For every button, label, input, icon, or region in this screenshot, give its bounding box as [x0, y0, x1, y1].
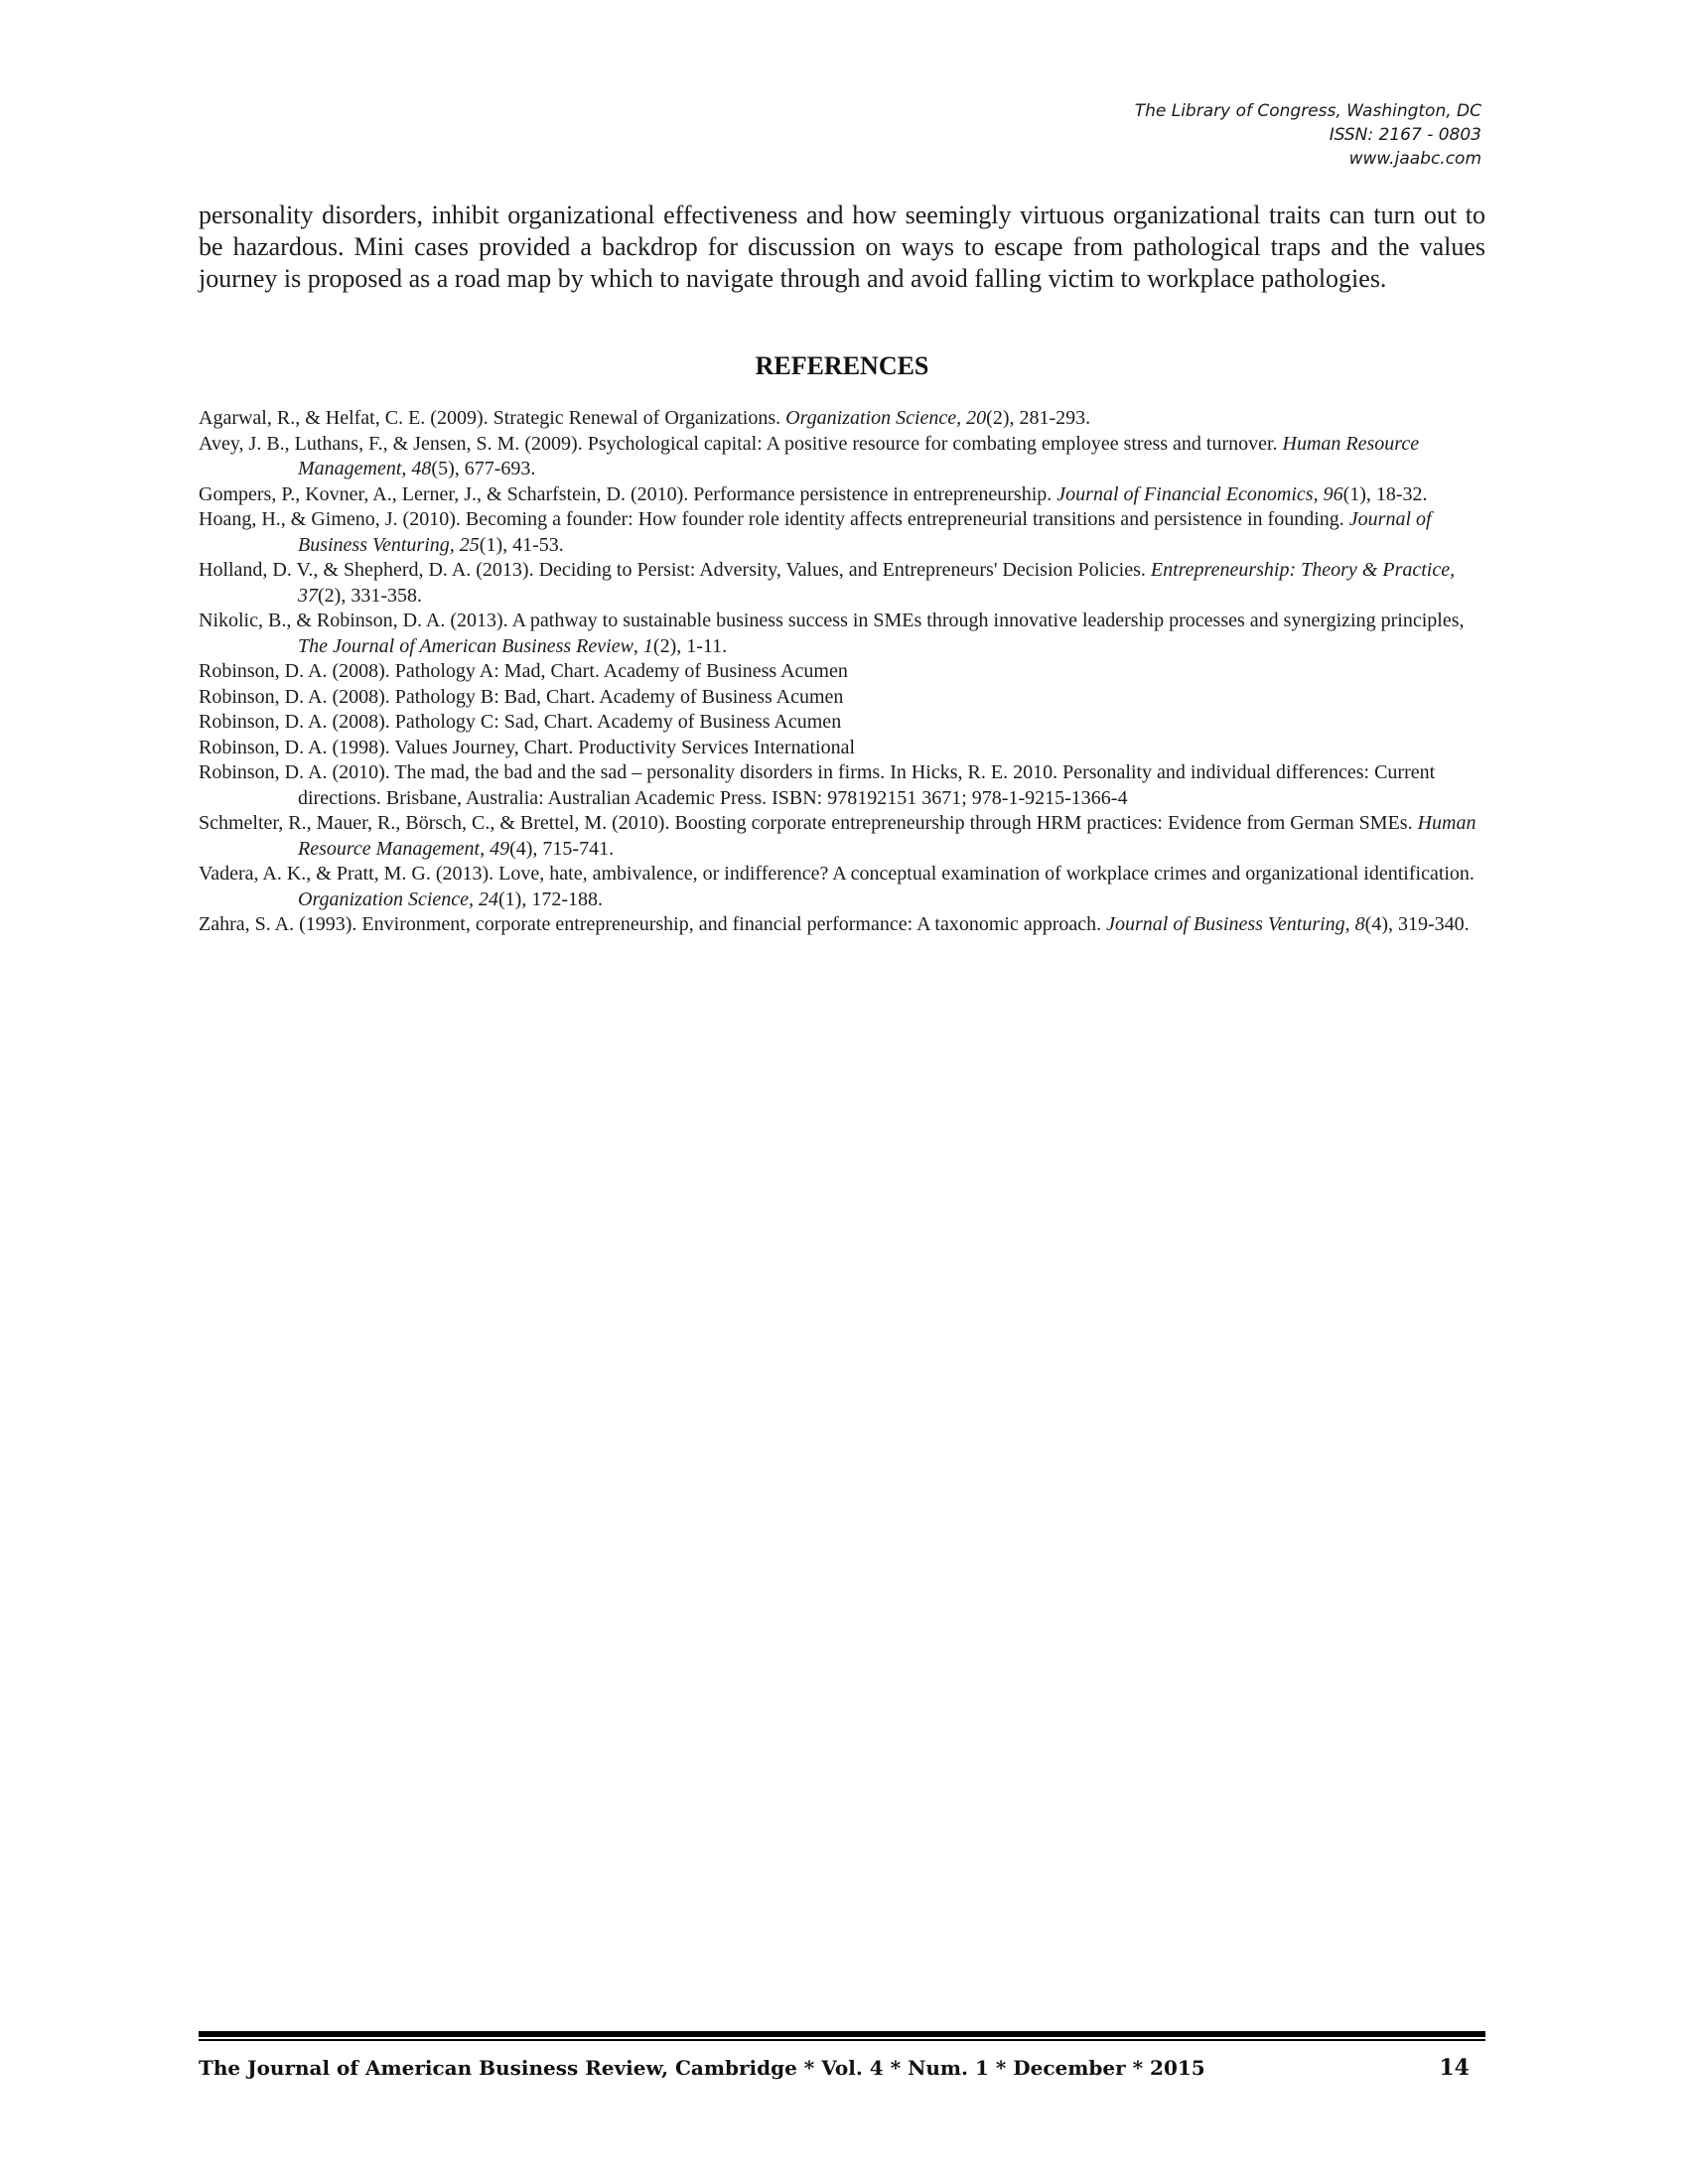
reference-list — [199, 406, 1485, 938]
reference-item: Robinson, D. A. (2008). Pathology C: Sad, Chart. Academy of Business Acumen — [199, 711, 842, 733]
header-website-line: www.jaabc.com — [1348, 149, 1481, 169]
reference-item: Holland, D. V., & Shepherd, D. A. (2013). Deciding to Persist: Adversity, Values, and Entrepreneurs' Decision Policies. Entrepreneurship: Theory & Practice, 37(2), 331-358. — [199, 559, 1456, 607]
footer-rule-thick — [199, 2031, 1485, 2037]
reference-item: Robinson, D. A. (2010). The mad, the bad and the sad – personality disorders in firms. In Hicks, R. E. 2010. Personality and individual differences: Current directions. Brisbane, Australia: Australian Academic Press. ISBN: 978192151 3671; 978-1-9215-1366-4 — [199, 761, 1436, 809]
reference-item: Robinson, D. A. (1998). Values Journey, Chart. Productivity Services International — [199, 736, 856, 758]
reference-item: Agarwal, R., & Helfat, C. E. (2009). Strategic Renewal of Organizations. Organization Science, 20(2), 281-293. — [199, 407, 1091, 429]
reference-item: Robinson, D. A. (2008). Pathology B: Bad, Chart. Academy of Business Acumen — [199, 685, 844, 708]
running-footer — [199, 2054, 1470, 2082]
reference-item: Hoang, H., & Gimeno, J. (2010). Becoming a founder: How founder role identity affects entrepreneurial transitions and persistence in founding. Journal of Business Venturing, 25(1), 41-53. — [199, 508, 1432, 556]
references-heading: REFERENCES — [755, 351, 929, 380]
reference-item: Gompers, P., Kovner, A., Lerner, J., & Scharfstein, D. (2010). Performance persistence in entrepreneurship. Journal of Financial Economics, 96(1), 18-32. — [199, 482, 1428, 505]
footer-journal-citation: The Journal of American Business Review, Cambridge * Vol. 4 * Num. 1 * December * 2015 — [199, 2056, 1205, 2080]
reference-item: Vadera, A. K., & Pratt, M. G. (2013). Love, hate, ambivalence, or indifference? A conceptual examination of workplace crimes and organizational identification. Organization Science, 24(1), 172-188. — [199, 863, 1475, 910]
reference-item: Avey, J. B., Luthans, F., & Jensen, S. M. (2009). Psychological capital: A positive resource for combating employee stress and turnover. Human Resource Management, 48(5), 677-693. — [199, 432, 1420, 479]
header-library-line: The Library of Congress, Washington, DC — [1134, 101, 1481, 121]
footer-rule-thin — [199, 2039, 1485, 2041]
running-header — [886, 99, 1481, 171]
reference-item: Zahra, S. A. (1993). Environment, corporate entrepreneurship, and financial performance: A taxonomic approach. Journal of Business Venturing, 8(4), 319-340. — [199, 913, 1470, 935]
reference-item: Schmelter, R., Mauer, R., Börsch, C., & Brettel, M. (2010). Boosting corporate entrepreneurship through HRM practices: Evidence from German SMEs. Human Resource Management, 49(4), 715-741. — [199, 812, 1477, 860]
reference-item: Robinson, D. A. (2008). Pathology A: Mad, Chart. Academy of Business Acumen — [199, 660, 848, 682]
page-number: 14 — [1439, 2055, 1470, 2081]
reference-item: Nikolic, B., & Robinson, D. A. (2013). A pathway to sustainable business success in SMEs through innovative leadership processes and synergizing principles, The Journal of American Business Review, 1(2), 1-11. — [199, 610, 1465, 657]
header-issn-line: ISSN: 2167 - 0803 — [1329, 125, 1481, 145]
body-paragraph: personality disorders, inhibit organizational effectiveness and how seemingly virtuous organizational traits can turn out to be hazardous. Mini cases provided a backdrop for discussion on ways to escape from pathological traps and the values journey is proposed as a road map by which to navigate through and avoid falling victim to workplace pathologies. — [199, 201, 1485, 293]
